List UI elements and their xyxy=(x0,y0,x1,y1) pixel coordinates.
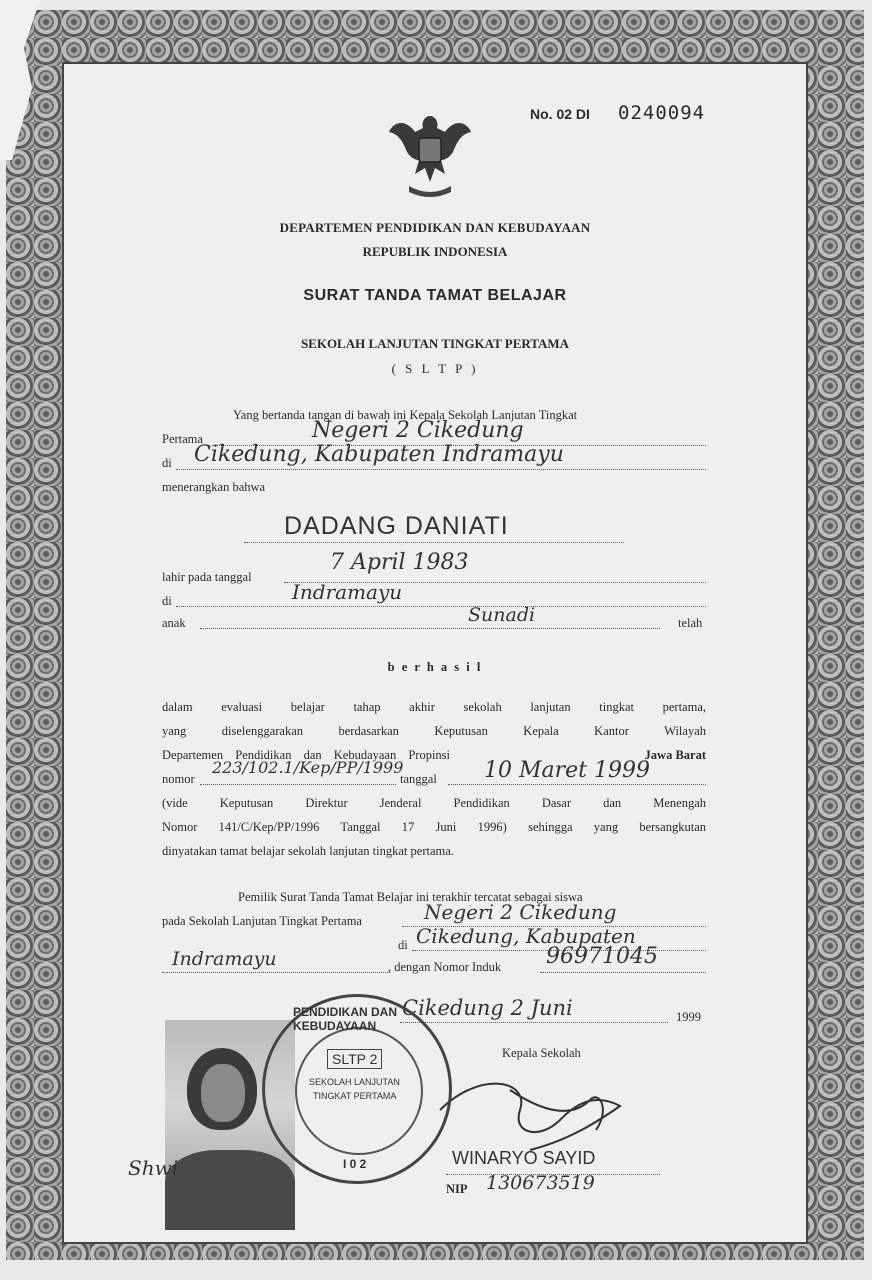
di-line xyxy=(176,469,706,470)
stamp-ring-text: PENDIDIKAN DAN KEBUDAYAAN xyxy=(293,1005,398,1033)
nomor-line xyxy=(200,784,396,785)
certificate-title: SURAT TANDA TAMAT BELAJAR xyxy=(303,287,567,304)
birthplace-value: Indramayu xyxy=(292,580,403,604)
stamp-bottom: I 0 2 xyxy=(343,1157,367,1171)
photo-face xyxy=(201,1064,245,1122)
stamp-line-1: SEKOLAH LANJUTAN xyxy=(309,1077,400,1087)
nomor-label: nomor xyxy=(162,772,195,786)
photo-body xyxy=(165,1150,295,1230)
nomor-value: 223/102.1/Kep/PP/1999 xyxy=(212,758,404,777)
department-heading: DEPARTEMEN PENDIDIKAN DAN KEBUDAYAAN xyxy=(279,220,591,235)
anak-line xyxy=(200,628,660,629)
induk-value: 96971045 xyxy=(546,944,658,969)
school-abbr: ( S L T P ) xyxy=(391,361,479,376)
sign-year: 1999 xyxy=(676,1010,701,1024)
paragraph-line-6: Nomor 141/C/Kep/PP/1996 Tanggal 17 Juni 1996) sehingga yang bersangkutan xyxy=(162,820,706,834)
paragraph-line-5: (vide Keputusan Direktur Jenderal Pendidikan Dasar dan Menengah xyxy=(162,796,706,810)
owner-line-2: pada Sekolah Lanjutan Tingkat Pertama xyxy=(162,914,362,928)
paragraph-line-3-text: Departemen Pendidikan dan Kebudayaan Propinsi xyxy=(162,748,451,762)
province-value: Jawa Barat xyxy=(644,748,706,762)
owner-di-label: di xyxy=(398,938,408,952)
name-line xyxy=(244,542,624,543)
owner-school-value: Negeri 2 Cikedung xyxy=(424,900,617,924)
serial-label: No. 02 DI xyxy=(530,106,590,122)
paragraph-line-2: yang diselenggarakan berdasarkan Keputusan Kepala Kantor Wilayah xyxy=(162,724,706,738)
principal-signature xyxy=(420,1050,650,1160)
serial-number: 0240094 xyxy=(618,102,706,124)
di-value: Cikedung, Kabupaten Indramayu xyxy=(194,442,564,467)
principal-name: WINARYO SAYID xyxy=(452,1148,596,1168)
school-type: SEKOLAH LANJUTAN TINGKAT PERTAMA xyxy=(300,336,570,351)
paragraph-line-7: dinyatakan tamat belajar sekolah lanjutan tingkat pertama. xyxy=(162,844,454,858)
induk-line xyxy=(540,972,706,973)
pertama-label: Pertama xyxy=(162,432,203,446)
school-stamp xyxy=(262,994,452,1184)
tanggal-value: 10 Maret 1999 xyxy=(484,758,650,783)
garuda-emblem-icon xyxy=(385,108,475,200)
lahir-label: lahir pada tanggal xyxy=(162,570,252,584)
nip-value: 130673519 xyxy=(486,1172,595,1194)
anak-value: Sunadi xyxy=(468,604,536,626)
student-name: DADANG DANIATI xyxy=(284,512,509,540)
tanggal-line xyxy=(448,784,706,785)
owner-di-value: Cikedung, Kabupaten xyxy=(416,924,636,948)
lahir-value: 7 April 1983 xyxy=(330,550,469,575)
owner-di-value-2: Indramayu xyxy=(172,948,277,970)
berhasil-label: b e r h a s i l xyxy=(387,660,483,674)
intro-line: Yang bertanda tangan di bawah ini Kepala Sekolah Lanjutan Tingkat xyxy=(233,408,578,422)
owner-di-line-2 xyxy=(162,972,390,973)
photo-signature: Shwi xyxy=(128,1156,179,1180)
anak-label: anak xyxy=(162,616,186,630)
stamp-line-2: TINGKAT PERTAMA xyxy=(313,1091,397,1101)
sign-place-date: Cikedung 2 Juni xyxy=(402,996,573,1020)
birthplace-line xyxy=(176,606,706,607)
tanggal-label: tanggal xyxy=(400,772,437,786)
paragraph-line-1: dalam evaluasi belajar tahap akhir sekolah lanjutan tingkat pertama, xyxy=(162,700,706,714)
telah-label: telah xyxy=(678,616,703,630)
induk-label: , dengan Nomor Induk xyxy=(388,960,502,974)
pertama-value: Negeri 2 Cikedung xyxy=(312,418,524,443)
di-label: di xyxy=(162,456,172,470)
republic-heading: REPUBLIK INDONESIA xyxy=(362,244,508,259)
sign-role: Kepala Sekolah xyxy=(502,1046,581,1060)
nip-label: NIP xyxy=(446,1182,468,1196)
stamp-center: SLTP 2 xyxy=(327,1049,382,1069)
owner-line-1: Pemilik Surat Tanda Tamat Belajar ini terakhir tercatat sebagai siswa xyxy=(238,890,583,904)
birthplace-label: di xyxy=(162,594,172,608)
menerangkan-label: menerangkan bahwa xyxy=(162,480,266,494)
